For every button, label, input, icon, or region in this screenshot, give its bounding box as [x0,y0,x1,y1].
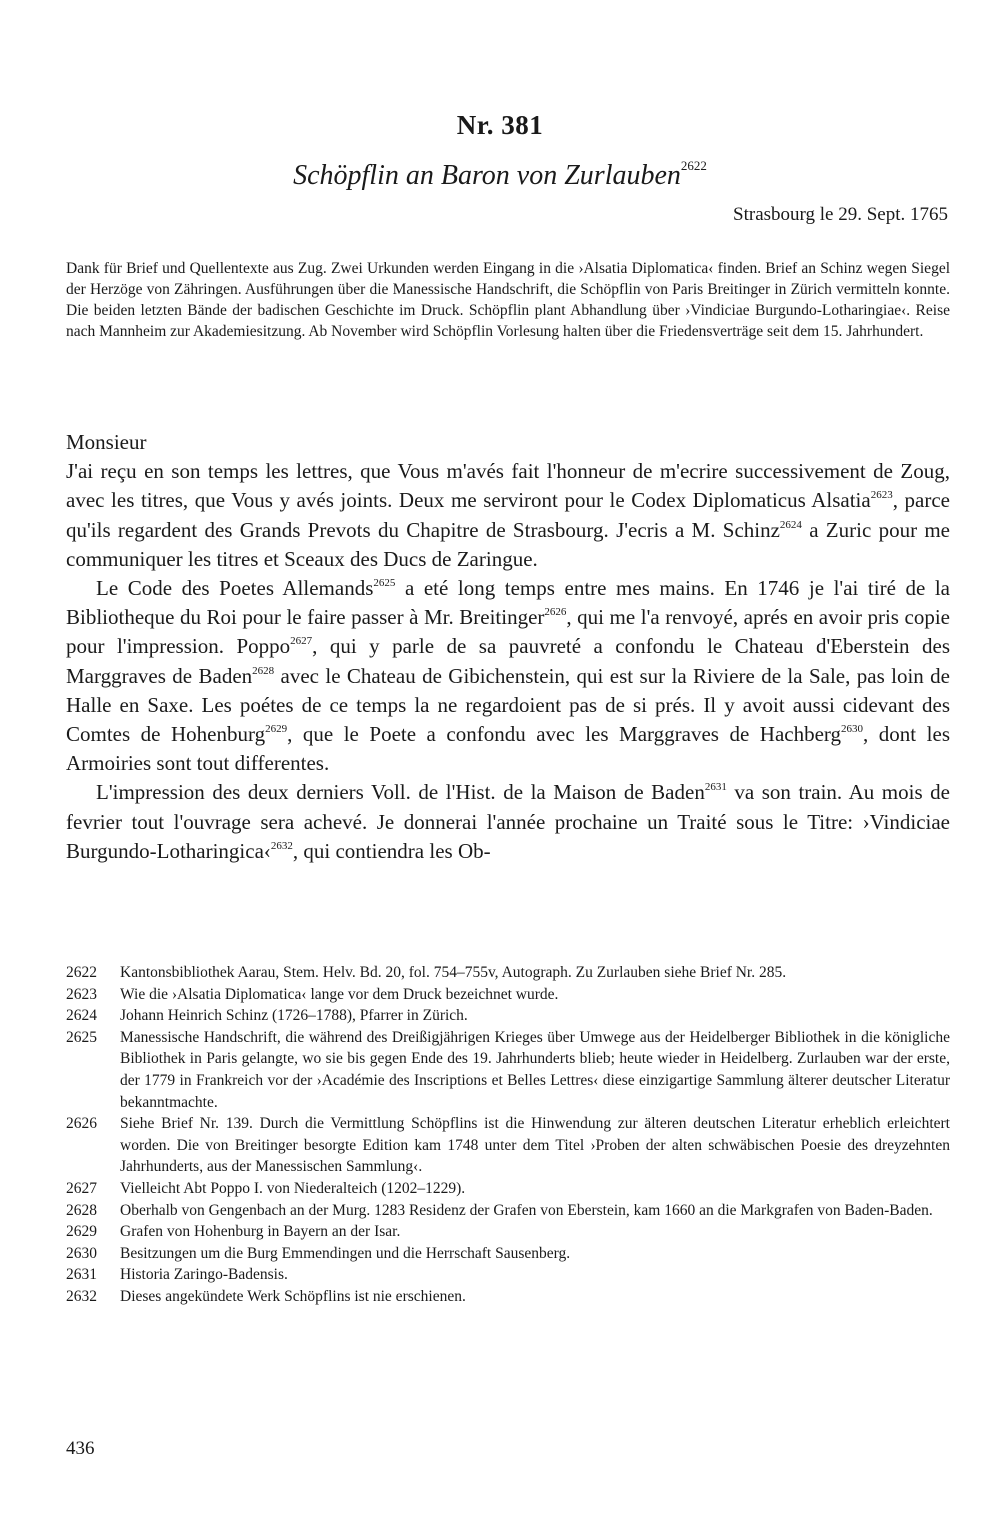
paragraph-1 [66,457,950,574]
footnote-text: Besitzungen um die Burg Emmendingen und die Herrschaft Sausenberg. [120,1244,571,1262]
footnote-ref: 2629 [265,723,288,736]
paragraph-text: avec le Chateau de Gibichenstein, qui est sur la Riviere de la Sale, pas loin de Halle en Saxe. Les poétes de ce temps la ne regardoient pas de si prés. Il y avoit aussi cidevant des Comtes de Hohenburg [66,663,950,747]
paragraph-text: a eté long temps entre mes mains. En 1746 je l'ai tiré de la Bibliotheque du Roi pour le faire passer à Mr. Breitinger [66,576,951,630]
footnote-ref: 2631 [704,781,727,794]
paragraph-3 [66,778,950,866]
footnote [66,962,950,984]
footnote [66,1027,950,1113]
paragraph-text: va son train. Au mois de fevrier tout l'ouvrage sera achevé. Je donnerai l'année prochaine un Traité sous le Titre: ›Vindiciae Burgundo-Lotharingica‹ [66,780,950,863]
footnote-number: 2632 [66,1287,97,1305]
footnote-number: 2626 [66,1115,97,1133]
paragraph-text: , que le Poete a confondu avec les Marggraves de Hachberg [287,722,842,747]
footnote-number: 2627 [66,1179,97,1197]
salutation: Monsieur [66,430,147,454]
paragraph-text: , qui y parle de sa pauvreté a confondu le Chateau d'Eberstein des Marggraves de Baden [66,634,950,688]
footnote-ref: 2626 [544,606,567,619]
letter-heading-text: Schöpflin an Baron von Zurlauben [293,160,681,191]
paragraph-text: Le Code des Poetes Allemands [96,576,374,601]
letter-number: Nr. 381 [456,110,544,140]
footnotes [66,962,950,1308]
footnote [66,1178,950,1200]
footnote-ref: 2630 [841,723,864,736]
footnote-ref: 2628 [252,664,275,677]
footnote-ref: 2625 [373,577,396,590]
paragraph-text: , parce qu'ils regardent des Grands Prevots du Chapitre de Strasbourg. J'ecris a M. Schinz [66,488,950,542]
paragraph-text: a Zuric pour me communiquer les titres et Sceaux des Ducs de Zaringue. [66,517,950,571]
paragraph-text: L'impression des deux derniers Voll. de l'Hist. de la Maison de Baden [96,780,705,805]
footnote-text: Vielleicht Abt Poppo I. von Niederalteich (1202–1229). [120,1179,466,1197]
footnote-text: Manessische Handschrift, die während des Dreißigjährigen Krieges über Umwege aus der Heidelberger Bibliothek in die königliche Bibliothek in Paris gelangte, wo sie bis gegen Ende des 19. Jahrhunderts blieb; heute wieder in Heidelberg. Zurlauben war der erste, der 1779 in Frankreich vor der ›Académie des Inscriptions et Belles Lettres‹ diese einzigartige Sammlung älterer deutscher Literatur bekanntmachte. [120,1028,950,1111]
letter-body [66,428,950,866]
footnote [66,1005,950,1027]
footnote-number: 2631 [66,1266,97,1284]
footnote [66,1200,950,1222]
footnote-number: 2622 [66,964,97,981]
footnote [66,1264,950,1286]
footnote-text: Grafen von Hohenburg in Bayern an der Isar. [120,1223,401,1241]
footnote-ref: 2624 [779,518,802,531]
footnote-text: Johann Heinrich Schinz (1726–1788), Pfarrer in Zürich. [120,1007,468,1025]
footnote [66,984,950,1006]
footnote [66,1286,950,1308]
paragraph-text: J'ai reçu en son temps les lettres, que Vous m'avés fait l'honneur de m'ecrire successivement de Zoug, avec les titres, que Vous y avés joints. Deux me serviront pour le Codex Diplomaticus Alsatia [66,459,950,513]
footnote-text: Dieses angekündete Werk Schöpflins ist nie erschienen. [120,1287,466,1305]
page-number: 436 [66,1438,95,1459]
paragraph-text: , dont les Armoiries sont tout differentes. [66,722,950,776]
footnote-text: Kantonsbibliothek Aarau, Stem. Helv. Bd. 20, fol. 754–755v, Autograph. Zu Zurlauben siehe Brief Nr. 285. [120,964,787,981]
footnote-number: 2623 [66,985,97,1003]
footnote-number: 2630 [66,1244,97,1262]
footnote-number: 2624 [66,1007,97,1025]
letter-heading [0,160,1000,192]
paragraph-2 [66,574,950,778]
footnote [66,1221,950,1243]
footnote-text: Historia Zaringo-Badensis. [120,1266,288,1284]
footnote-text: Siehe Brief Nr. 139. Durch die Vermittlung Schöpflins ist die Hinwendung zur älteren deutschen Literatur erheblich erleichtert worden. Die von Breitinger besorgte Edition kam 1748 unter dem Titel ›Proben der alten schwäbischen Poesie des dreyzehnten Jahrhunderts, aus der Manessischen Sammlung‹. [120,1115,950,1176]
footnote-number: 2625 [66,1028,97,1046]
footnote-text: Oberhalb von Gengenbach an der Murg. 1283 Residenz der Grafen von Eberstein, kam 1660 an die Markgrafen von Baden-Baden. [120,1201,933,1219]
footnote-ref: 2623 [870,489,893,502]
footnote-number: 2628 [66,1201,97,1219]
summary-abstract: Dank für Brief und Quellentexte aus Zug. Zwei Urkunden werden Eingang in die ›Alsatia Diplomatica‹ finden. Brief an Schinz wegen Siegel der Herzöge von Zähringen. Ausführungen über die Manessische Handschrift, die Schöpflin von Paris Breitinger in Zürich vermitteln konnte. Die beiden letzten Bände der badischen Geschichte im Druck. Schöpflin plant Abhandlung über ›Vindiciae Burgundo-Lotharingiae‹. Reise nach Mannheim zur Akademiesitzung. Ab November wird Schöpflin Vorlesung halten über die Friedensverträge seit dem 15. Jahrhundert. [66,260,950,340]
footnote [66,1243,950,1265]
footnote-ref: 2627 [290,635,313,648]
paragraph-text: , qui contiendra les Ob- [292,838,491,863]
footnote [66,1113,950,1178]
footnote-text: Wie die ›Alsatia Diplomatica‹ lange vor dem Druck bezeichnet wurde. [120,985,559,1003]
paragraph-text: , qui me l'a renvoyé, aprés en avoir pris copie pour l'impression. Poppo [66,605,950,659]
footnote-ref: 2632 [270,839,293,852]
footnote-number: 2629 [66,1223,97,1241]
dateline: Strasbourg le 29. Sept. 1765 [733,204,948,225]
footnote-ref: 2622 [680,158,707,173]
